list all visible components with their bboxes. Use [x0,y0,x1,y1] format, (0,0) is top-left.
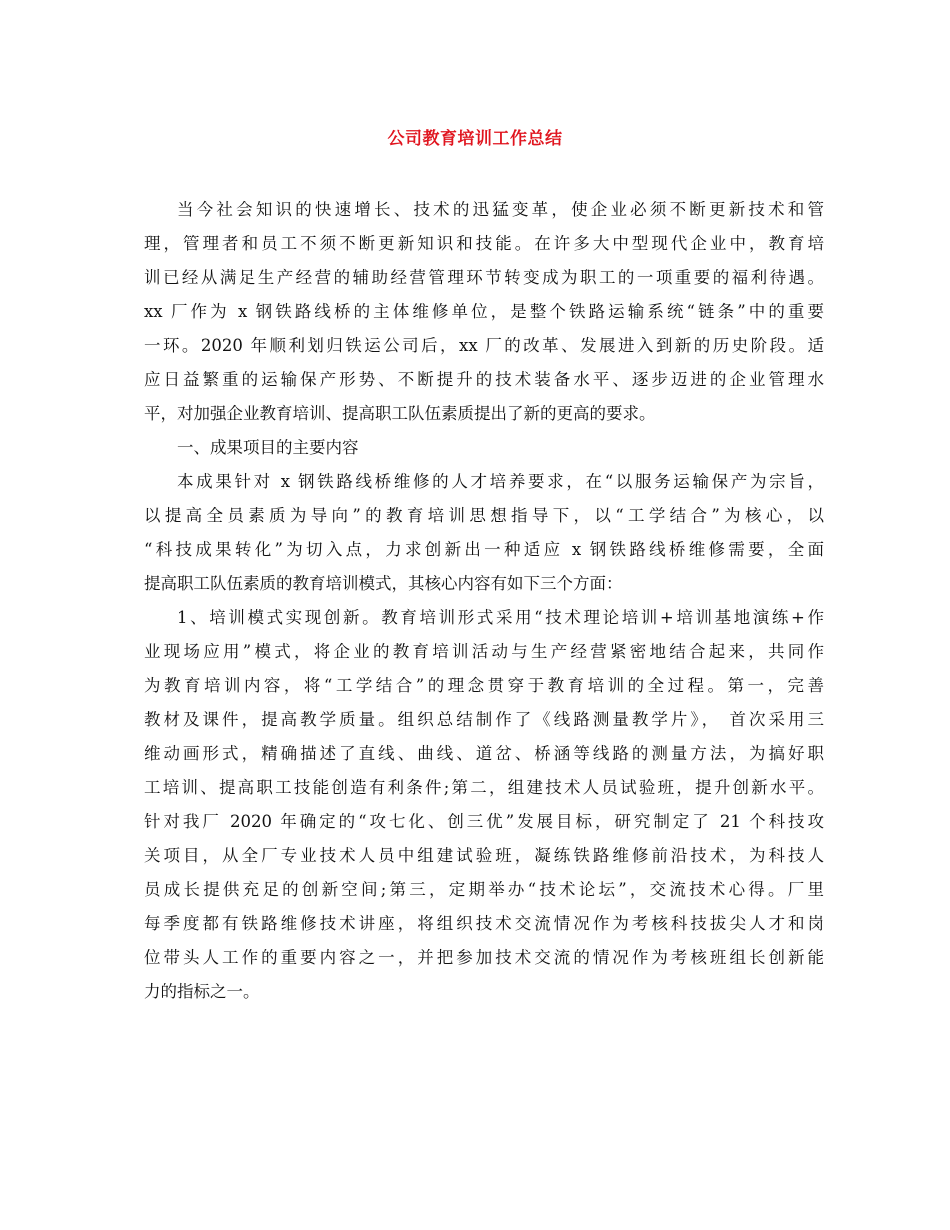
body-line: 应日益繁重的运输保产形势、不断提升的技术装备水平、逐步迈进的企业管理水 [144,370,824,389]
body-line: 以提高全员素质为导向”的教育培训思想指导下，以“工学结合”为核心，以 [144,506,824,525]
body-line: 训已经从满足生产经营的辅助经营管理环节转变成为职工的一项重要的福利待遇。 [144,268,824,287]
body-line: 维动画形式，精确描述了直线、曲线、道岔、桥涵等线路的测量方法，为搞好职 [144,744,824,763]
document-title: 公司教育培训工作总结 [387,129,563,149]
body-line: 教材及课件，提高教学质量。组织总结制作了《线路测量教学片》， 首次采用三 [144,710,824,729]
body-line: 平，对加强企业教育培训、提高职工队伍素质提出了新的更高的要求。 [144,404,656,423]
body-line: 业现场应用”模式，将企业的教育培训活动与生产经营紧密地结合起来，共同作 [144,642,824,661]
body-line: xx 厂作为 x 钢铁路线桥的主体维修单位，是整个铁路运输系统“链条”中的重要 [144,302,824,321]
body-line: 本成果针对 x 钢铁路线桥维修的人才培养要求，在“以服务运输保产为宗旨， [177,472,824,491]
body-line: 针对我厂 2020 年确定的“攻七化、创三优”发展目标，研究制定了 21 个科技攻 [144,812,824,831]
body-line: 工培训、提高职工技能创造有利条件;第二，组建技术人员试验班，提升创新水平。 [144,778,824,797]
body-line: “科技成果转化”为切入点，力求创新出一种适应 x 钢铁路线桥维修需要，全面 [144,540,824,559]
document-body [144,193,824,1009]
body-line: 1、培训模式实现创新。教育培训形式采用“技术理论培训+培训基地演练+作 [177,608,824,627]
body-line: 位带头人工作的重要内容之一，并把参加技术交流的情况作为考核班组长创新能 [144,948,824,967]
section-heading: 一、成果项目的主要内容 [177,438,359,457]
body-line: 为教育培训内容，将“工学结合”的理念贯穿于教育培训的全过程。第一，完善 [144,676,824,695]
body-line: 力的指标之一。 [144,982,260,1001]
body-line: 当今社会知识的快速增长、技术的迅猛变革，使企业必须不断更新技术和管 [177,200,824,219]
body-line: 每季度都有铁路维修技术讲座，将组织技术交流情况作为考核科技拔尖人才和岗 [144,914,824,933]
body-line: 员成长提供充足的创新空间;第三，定期举办“技术论坛”，交流技术心得。厂里 [144,880,824,899]
body-line: 一环。2020 年顺利划归铁运公司后，xx 厂的改革、发展进入到新的历史阶段。适 [144,336,824,355]
body-line: 提高职工队伍素质的教育培训模式，其核心内容有如下三个方面： [144,574,623,593]
body-line: 关项目，从全厂专业技术人员中组建试验班，凝练铁路维修前沿技术，为科技人 [144,846,824,865]
body-line: 理，管理者和员工不须不断更新知识和技能。在许多大中型现代企业中，教育培 [144,234,824,253]
